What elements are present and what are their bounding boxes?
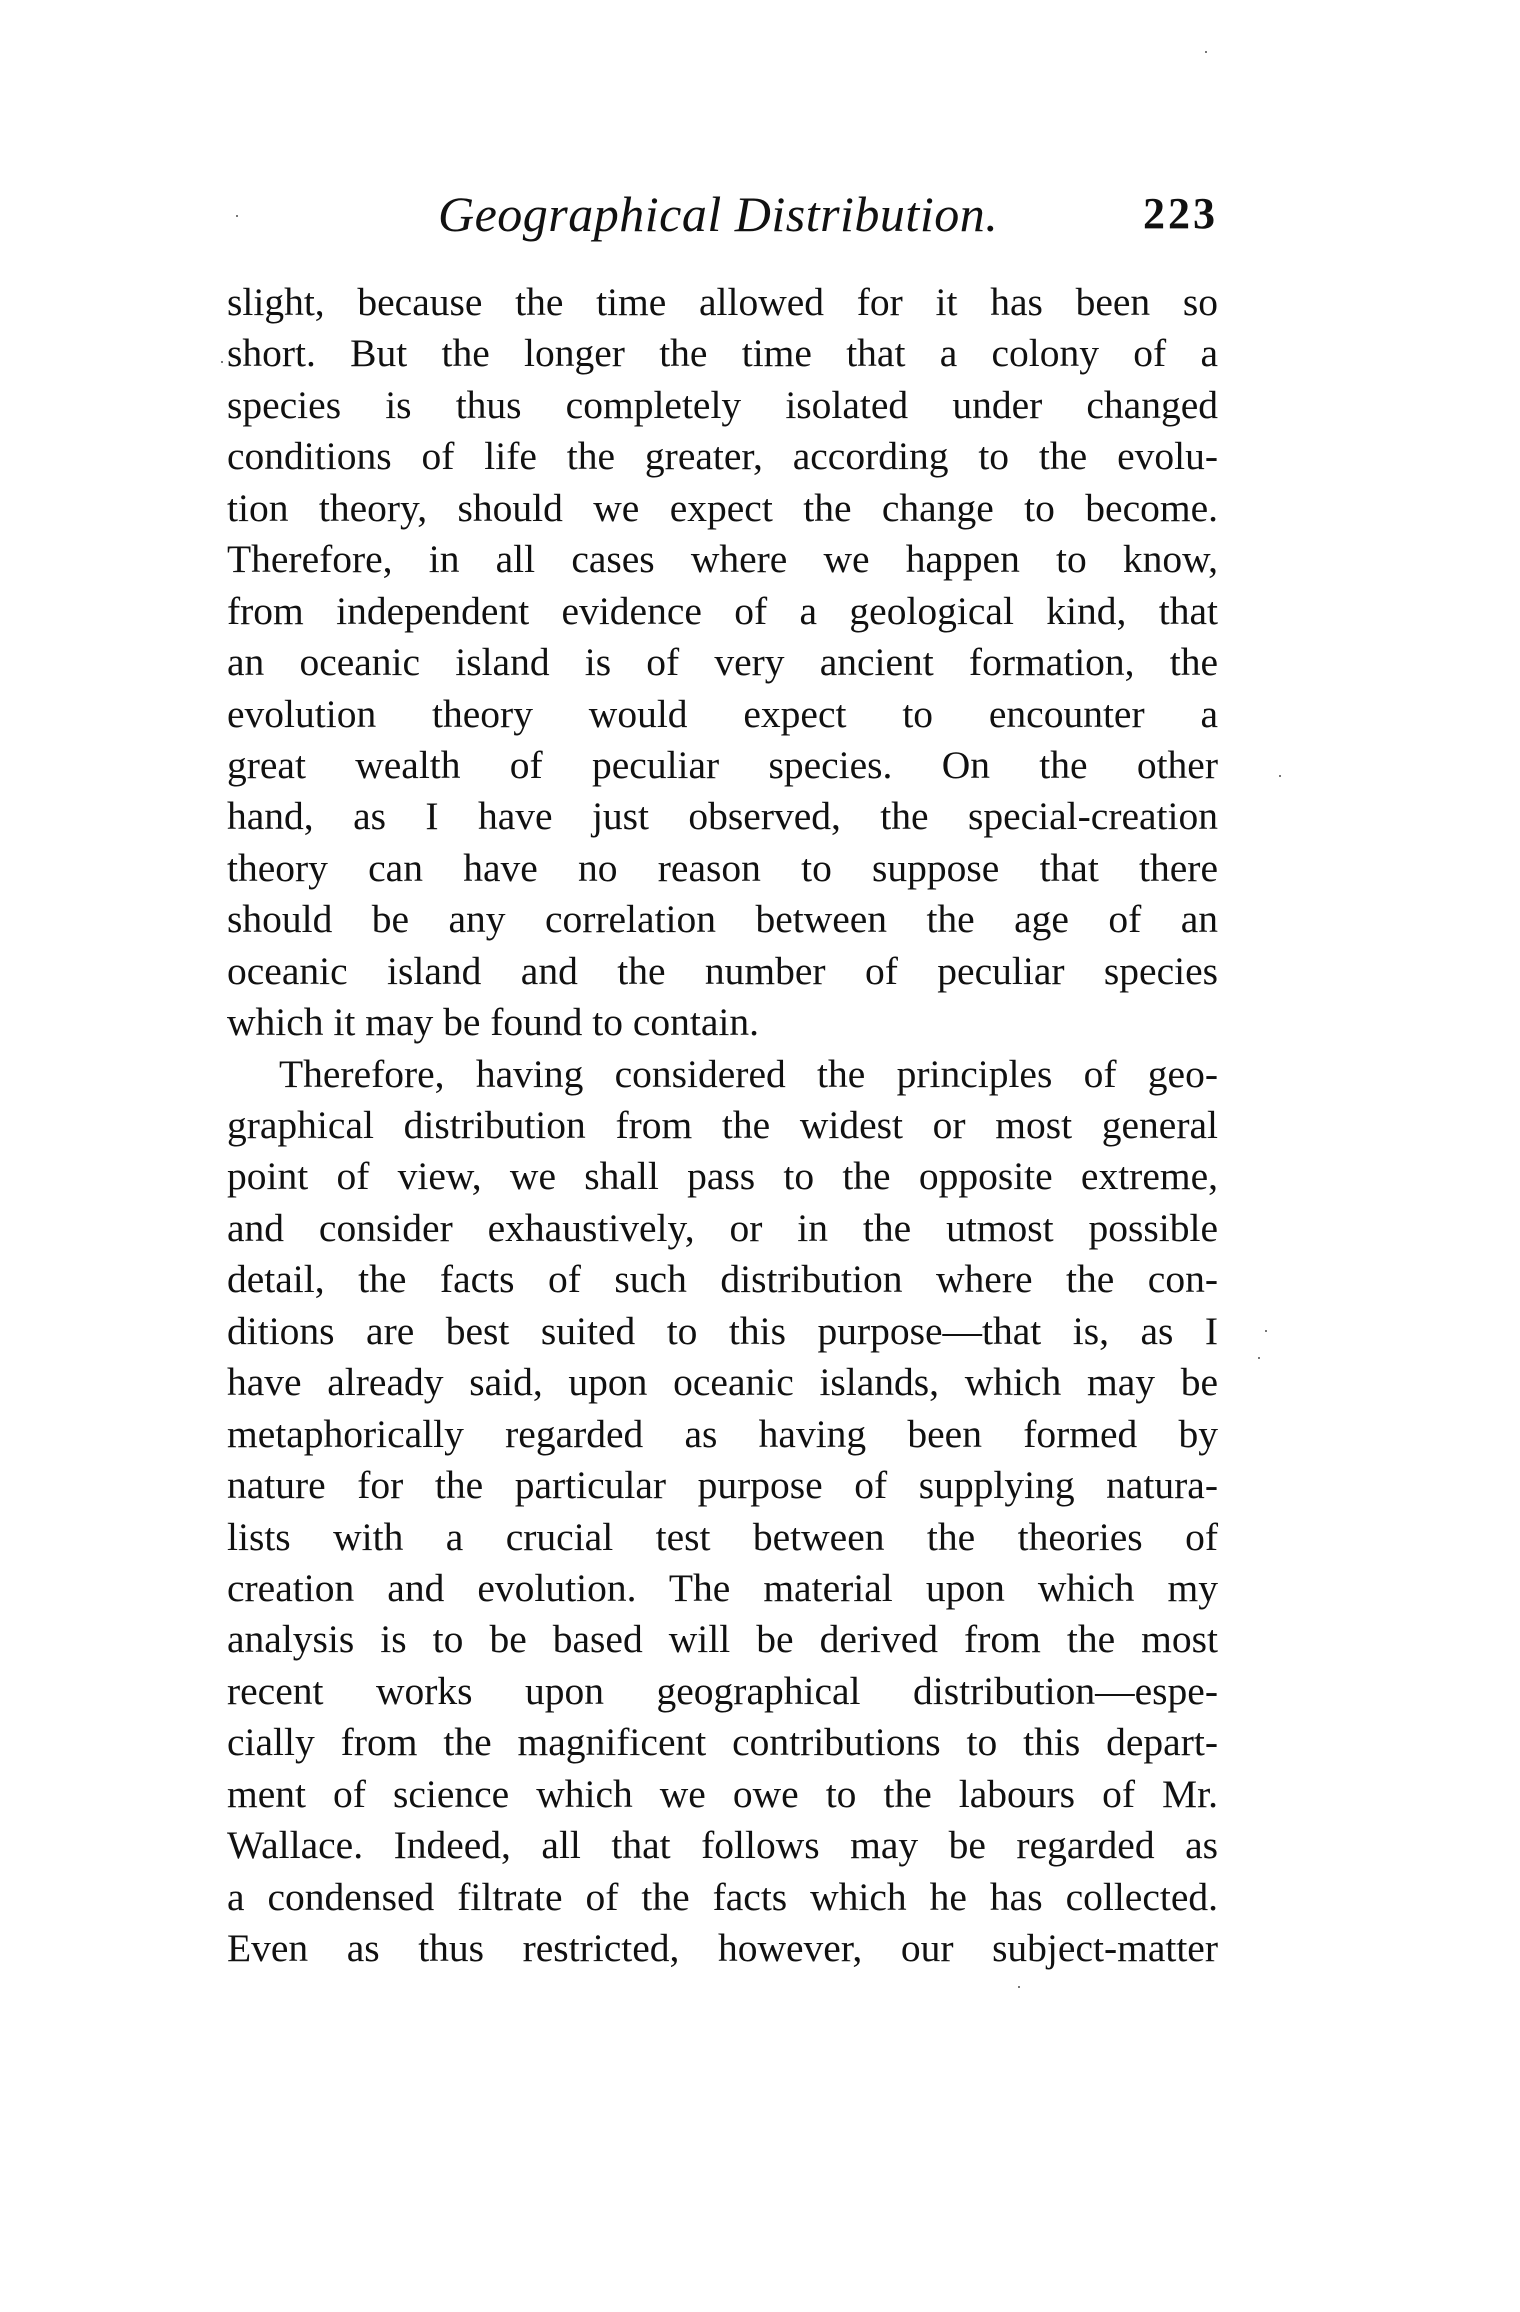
text-line: from independent evidence of a geological kind, that <box>227 588 1218 633</box>
text-line: short. But the longer the time that a colony of a <box>227 331 1218 376</box>
body-text <box>227 277 1218 1974</box>
text-line: detail, the facts of such distribution where the con- <box>227 1257 1218 1302</box>
paragraph-1 <box>227 277 1218 1049</box>
text-line: a condensed filtrate of the facts which he has collected. <box>227 1874 1218 1919</box>
text-line: species is thus completely isolated under changed <box>227 382 1218 427</box>
text-line: Therefore, having considered the principles of geo- <box>279 1051 1218 1096</box>
scan-speck <box>1279 775 1281 777</box>
running-title: Geographical Distribution. <box>438 186 999 242</box>
text-line: point of view, we shall pass to the opposite extreme, <box>227 1154 1218 1199</box>
text-line: tion theory, should we expect the change to become. <box>227 485 1218 530</box>
scan-speck <box>1265 1330 1267 1332</box>
text-line: recent works upon geographical distribution—espe- <box>227 1668 1218 1713</box>
text-line: great wealth of peculiar species. On the other <box>227 742 1218 787</box>
text-line: Even as thus restricted, however, our subject-matter <box>227 1926 1218 1970</box>
text-line: Therefore, in all cases where we happen to know, <box>227 537 1218 582</box>
text-line: Wallace. Indeed, all that follows may be regarded as <box>227 1823 1218 1868</box>
text-line: ditions are best suited to this purpose—that is, as I <box>227 1308 1218 1353</box>
text-line: have already said, upon oceanic islands, which may be <box>227 1360 1218 1405</box>
text-line: oceanic island and the number of peculiar species <box>227 948 1218 993</box>
text-line: creation and evolution. The material upon which my <box>227 1565 1218 1610</box>
scan-speck <box>1205 51 1207 53</box>
text-line: analysis is to be based will be derived from the most <box>227 1617 1218 1662</box>
text-line: cially from the magnificent contributions to this depart- <box>227 1720 1218 1765</box>
text-line: theory can have no reason to suppose that there <box>227 845 1218 890</box>
text-line: slight, because the time allowed for it has been so <box>227 280 1218 324</box>
page-number: 223 <box>1143 189 1218 238</box>
text-line: evolution theory would expect to encounter a <box>227 691 1218 736</box>
scan-speck <box>1258 1357 1260 1359</box>
text-line: metaphorically regarded as having been formed by <box>227 1411 1218 1456</box>
text-line: should be any correlation between the age of an <box>227 897 1218 942</box>
text-line: and consider exhaustively, or in the utmost possible <box>227 1205 1218 1250</box>
text-line: nature for the particular purpose of supplying natura- <box>227 1463 1218 1508</box>
text-line: lists with a crucial test between the theories of <box>227 1514 1218 1559</box>
paragraph-2 <box>227 1049 1218 1975</box>
scan-speck <box>1018 1986 1020 1988</box>
running-head <box>227 182 1218 246</box>
text-line: an oceanic island is of very ancient formation, the <box>227 640 1218 685</box>
text-line: hand, as I have just observed, the special-creation <box>227 794 1218 839</box>
text-line: which it may be found to contain. <box>227 1000 760 1045</box>
text-line: ment of science which we owe to the labours of Mr. <box>227 1771 1218 1816</box>
text-line: conditions of life the greater, according to the evolu- <box>227 434 1218 479</box>
scan-speck <box>221 361 223 363</box>
text-line: graphical distribution from the widest or most general <box>227 1103 1218 1147</box>
scan-speck <box>236 215 238 217</box>
